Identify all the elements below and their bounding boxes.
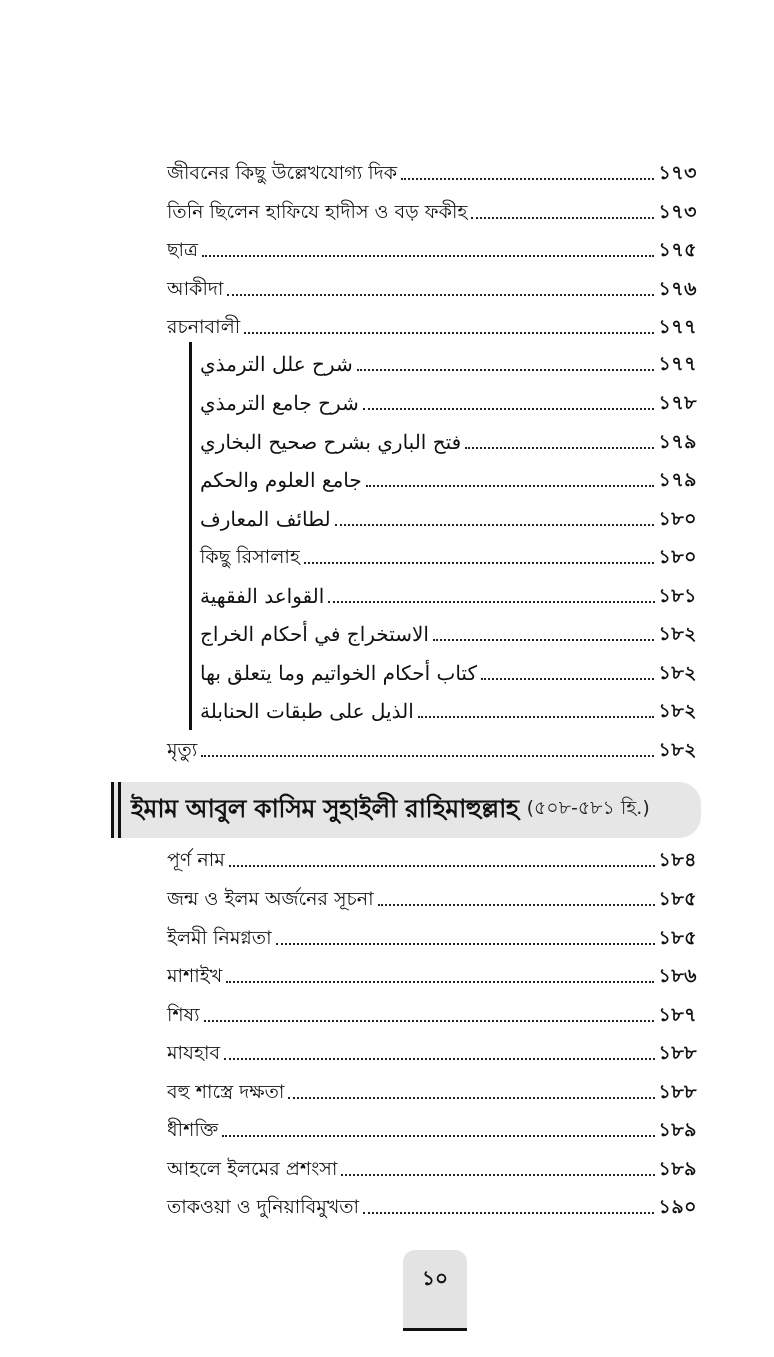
- toc-entry-label: كتاب أحكام الخواتيم وما يتعلق بها: [200, 661, 477, 685]
- toc-entry-page: ১৭৮: [658, 392, 697, 414]
- footer-rule: [403, 1328, 467, 1331]
- toc-entry-page: ১৮৭: [658, 1004, 697, 1026]
- toc-entry[interactable]: [167, 1151, 697, 1181]
- page-number-tab: [403, 1250, 467, 1328]
- toc-entry-label: জন্ম ও ইলম অর্জনের সূচনা: [167, 888, 374, 910]
- dot-leader: [378, 904, 655, 906]
- sub-entries-bar: [189, 342, 192, 730]
- toc-entry[interactable]: [167, 842, 697, 872]
- toc-entry-page: ১৭৩: [658, 201, 697, 223]
- toc-subentry[interactable]: [200, 655, 697, 685]
- toc-entry-page: ১৭৩: [658, 162, 697, 184]
- toc-entry-label: شرح علل الترمذي: [200, 352, 353, 376]
- toc-subentry[interactable]: [200, 424, 697, 454]
- dot-leader: [227, 294, 654, 296]
- toc-entry[interactable]: [167, 1112, 697, 1142]
- toc-entry-label: আকীদা: [167, 278, 224, 300]
- toc-entry-label: لطائف المعارف: [200, 507, 331, 531]
- toc-entry-label: কিছু রিসালাহ: [200, 546, 300, 568]
- toc-subentry[interactable]: [200, 462, 697, 492]
- toc-subentry[interactable]: [200, 693, 697, 723]
- toc-entry-page: ১৮৬: [658, 965, 697, 987]
- page-number: ১০: [422, 1266, 448, 1290]
- toc-entry-label: মাযহাব: [167, 1042, 221, 1064]
- toc-entry-page: ১৭৬: [658, 278, 697, 300]
- section-heading[interactable]: [111, 782, 701, 838]
- toc-entry-label: রচনাবালী: [167, 316, 241, 338]
- heading-bars: [111, 782, 121, 838]
- toc-entry-label: মাশাইখ: [167, 965, 223, 987]
- toc-entry[interactable]: [167, 732, 697, 762]
- toc-entry-page: ১৮৫: [658, 888, 697, 910]
- dot-leader: [366, 485, 655, 487]
- toc-subentry[interactable]: [200, 616, 697, 646]
- toc-entry-label: الاستخراج في أحكام الخراج: [200, 622, 429, 646]
- section-years: (৫০৮-৫৮১ হি.): [526, 797, 650, 819]
- toc-entry-page: ১৭৭: [658, 316, 697, 338]
- toc-entry-page: ১৯০: [658, 1196, 697, 1218]
- toc-entry-label: জীবনের কিছু উল্লেখযোগ্য দিক: [167, 162, 397, 184]
- section-title: ইমাম আবুল কাসিম সুহাইলী রাহিমাহুল্লাহ: [131, 793, 519, 823]
- toc-entry-label: الذيل على طبقات الحنابلة: [200, 699, 414, 723]
- dot-leader: [401, 178, 654, 180]
- toc-entry-label: شرح جامع الترمذي: [200, 391, 359, 415]
- dot-leader: [222, 1135, 654, 1137]
- dot-leader: [244, 332, 654, 334]
- toc-entry[interactable]: [167, 958, 697, 988]
- toc-entry-page: ১৮৮: [658, 1042, 697, 1064]
- toc-subentry[interactable]: [200, 578, 697, 608]
- toc-entry-page: ১৮২: [658, 623, 697, 645]
- dot-leader: [335, 524, 655, 526]
- dot-leader: [465, 447, 654, 449]
- toc-entry[interactable]: [167, 232, 697, 262]
- toc-entry[interactable]: [167, 1189, 697, 1219]
- dot-leader: [433, 639, 655, 641]
- dot-leader: [418, 716, 655, 718]
- dot-leader: [481, 678, 655, 680]
- toc-entry[interactable]: [167, 271, 697, 301]
- toc-entry-page: ১৭৯: [658, 469, 697, 491]
- dot-leader: [201, 755, 654, 757]
- toc-subentry[interactable]: [200, 346, 697, 376]
- toc-entry-page: ১৮১: [658, 585, 697, 607]
- dot-leader: [204, 1020, 655, 1022]
- toc-subentry[interactable]: [200, 539, 697, 569]
- toc-entry-label: আহলে ইলমের প্রশংসা: [167, 1158, 338, 1180]
- dot-leader: [226, 981, 654, 983]
- dot-leader: [357, 369, 655, 371]
- dot-leader: [202, 255, 655, 257]
- toc-entry-page: ১৮৯: [658, 1158, 697, 1180]
- toc-entry-page: ১৭৫: [658, 239, 697, 261]
- dot-leader: [288, 1097, 654, 1099]
- toc-entry-label: বহু শাস্ত্রে দক্ষতা: [167, 1081, 285, 1103]
- toc-entry[interactable]: [167, 1074, 697, 1104]
- toc-entry-page: ১৮০: [658, 546, 697, 568]
- toc-entry[interactable]: [167, 997, 697, 1027]
- toc-entry-page: ১৮২: [658, 662, 697, 684]
- dot-leader: [471, 217, 654, 219]
- toc-entry-label: মৃত্যু: [167, 739, 198, 761]
- dot-leader: [276, 943, 655, 945]
- toc-entry-label: ইলমী নিমগ্নতা: [167, 927, 272, 949]
- dot-leader: [363, 1212, 654, 1214]
- toc-subentry[interactable]: [200, 501, 697, 531]
- toc-entry-label: ছাত্র: [167, 239, 198, 261]
- toc-entry-page: ১৮০: [658, 508, 697, 530]
- toc-entry[interactable]: [167, 309, 697, 339]
- dot-leader: [229, 865, 655, 867]
- toc-entry[interactable]: [167, 881, 697, 911]
- toc-entry-label: তিনি ছিলেন হাফিযে হাদীস ও বড় ফকীহ: [167, 201, 468, 223]
- toc-entry[interactable]: [167, 1035, 697, 1065]
- toc-entry-label: فتح الباري بشرح صحيح البخاري: [200, 430, 462, 454]
- dot-leader: [341, 1174, 654, 1176]
- toc-entry-page: ১৮৮: [658, 1081, 697, 1103]
- toc-entry-label: جامع العلوم والحكم: [200, 468, 362, 492]
- toc-entry-page: ১৮৯: [658, 1119, 697, 1141]
- dot-leader: [363, 408, 655, 410]
- toc-entry-label: ধীশক্তি: [167, 1119, 219, 1141]
- toc-subentry[interactable]: [200, 385, 697, 415]
- toc-entry-page: ১৮২: [658, 739, 697, 761]
- toc-entry-label: তাকওয়া ও দুনিয়াবিমুখতা: [167, 1196, 360, 1218]
- toc-entry[interactable]: [167, 155, 697, 185]
- toc-entry-label: পূর্ণ নাম: [167, 849, 225, 871]
- toc-entry-page: ১৭৯: [658, 431, 697, 453]
- toc-entry[interactable]: [167, 194, 697, 224]
- toc-entry-page: ১৮২: [658, 700, 697, 722]
- toc-entry-page: ১৭৭: [658, 353, 697, 375]
- toc-entry-label: القواعد الفقهية: [200, 584, 325, 608]
- dot-leader: [224, 1058, 654, 1060]
- toc-entry-page: ১৮৫: [658, 927, 697, 949]
- toc-entry[interactable]: [167, 920, 697, 950]
- toc-entry-page: ১৮৪: [658, 849, 697, 871]
- dot-leader: [328, 601, 654, 603]
- dot-leader: [304, 562, 655, 564]
- toc-entry-label: শিষ্য: [167, 1004, 200, 1026]
